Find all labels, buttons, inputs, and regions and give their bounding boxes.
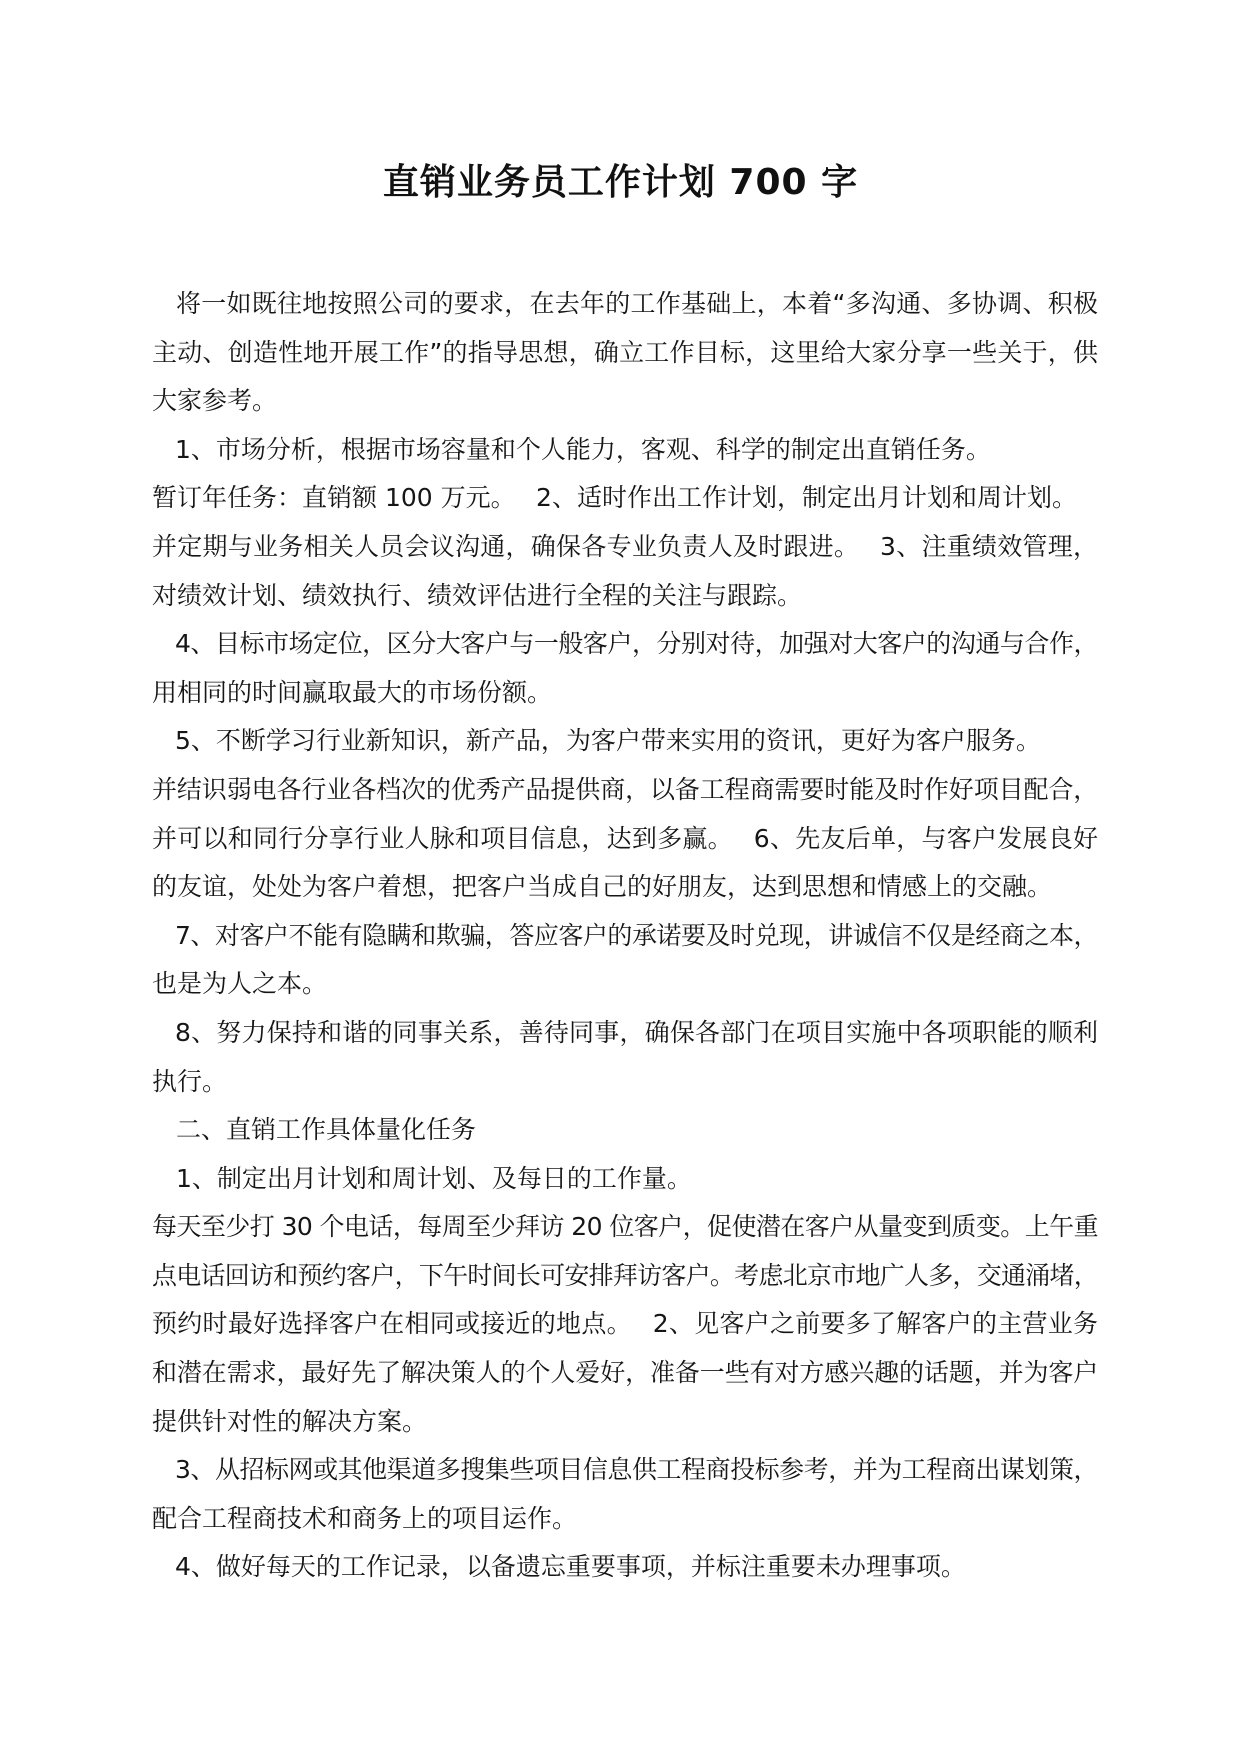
body-line: 对绩效计划、绩效执行、绩效评估进行全程的关注与跟踪。 <box>152 580 803 610</box>
body-line: 预约时最好选择客户在相同或接近的地点。 2、见客户之前要多了解客户的主营业务 <box>152 1309 1098 1339</box>
body-line: 4、目标市场定位，区分大客户与一般客户，分别对待，加强对大客户的沟通与合作， <box>175 629 1098 659</box>
body-line: 3、从招标网或其他渠道多搜集些项目信息供工程商投标参考，并为工程商出谋划策， <box>175 1455 1098 1485</box>
body-line: 1、制定出月计划和周计划、及每日的工作量。 <box>176 1163 692 1193</box>
body-line: 执行。 <box>152 1066 228 1096</box>
body-line: 并定期与业务相关人员会议沟通，确保各专业负责人及时跟进。 3、注重绩效管理， <box>152 531 1098 561</box>
body-line: 大家参考。 <box>152 386 278 416</box>
body-line: 将一如既往地按照公司的要求，在去年的工作基础上，本着“多沟通、多协调、积极 <box>176 289 1098 318</box>
body-line: 1、市场分析，根据市场容量和个人能力，客观、科学的制定出直销任务。 <box>175 434 991 464</box>
document-body <box>152 280 1098 1592</box>
body-line: 并可以和同行分享行业人脉和项目信息，达到多赢。 6、先友后单，与客户发展良好 <box>152 823 1098 853</box>
body-line: 点电话回访和预约客户，下午时间长可安排拜访客户。考虑北京市地广人多，交通涌堵， <box>152 1260 1098 1290</box>
body-line: 提供针对性的解决方案。 <box>152 1406 428 1436</box>
body-line: 主动、创造性地开展工作”的指导思想，确立工作目标，这里给大家分享一些关于，供 <box>152 337 1098 367</box>
body-line: 5、不断学习行业新知识，新产品，为客户带来实用的资讯，更好为客户服务。 <box>175 726 1041 756</box>
body-line: 7、对客户不能有隐瞒和欺骗，答应客户的承诺要及时兑现，讲诚信不仅是经商之本， <box>175 920 1098 950</box>
body-line: 也是为人之本。 <box>152 969 328 999</box>
body-line: 每天至少打 30 个电话，每周至少拜访 20 位客户，促使潜在客户从量变到质变。上午重 <box>152 1212 1098 1242</box>
body-line: 4、做好每天的工作记录，以备遗忘重要事项，并标注重要未办理事项。 <box>175 1552 966 1582</box>
body-line: 配合工程商技术和商务上的项目运作。 <box>152 1503 578 1533</box>
body-line: 并结识弱电各行业各档次的优秀产品提供商，以备工程商需要时能及时作好项目配合， <box>152 774 1099 804</box>
body-line: 暂订年任务：直销额 100 万元。 2、适时作出工作计划，制定出月计划和周计划。 <box>152 483 1077 513</box>
body-line: 的友谊，处处为客户着想，把客户当成自己的好朋友，达到思想和情感上的交融。 <box>152 872 1053 902</box>
document-title: 直销业务员工作计划 700 字 <box>382 162 859 203</box>
body-line: 和潜在需求，最好先了解决策人的个人爱好，准备一些有对方感兴趣的话题，并为客户 <box>152 1358 1099 1388</box>
body-line: 8、努力保持和谐的同事关系，善待同事，确保各部门在项目实施中各项职能的顺利 <box>175 1017 1098 1047</box>
body-line: 二、直销工作具体量化任务 <box>176 1115 477 1145</box>
body-line: 用相同的时间赢取最大的市场份额。 <box>152 677 553 707</box>
